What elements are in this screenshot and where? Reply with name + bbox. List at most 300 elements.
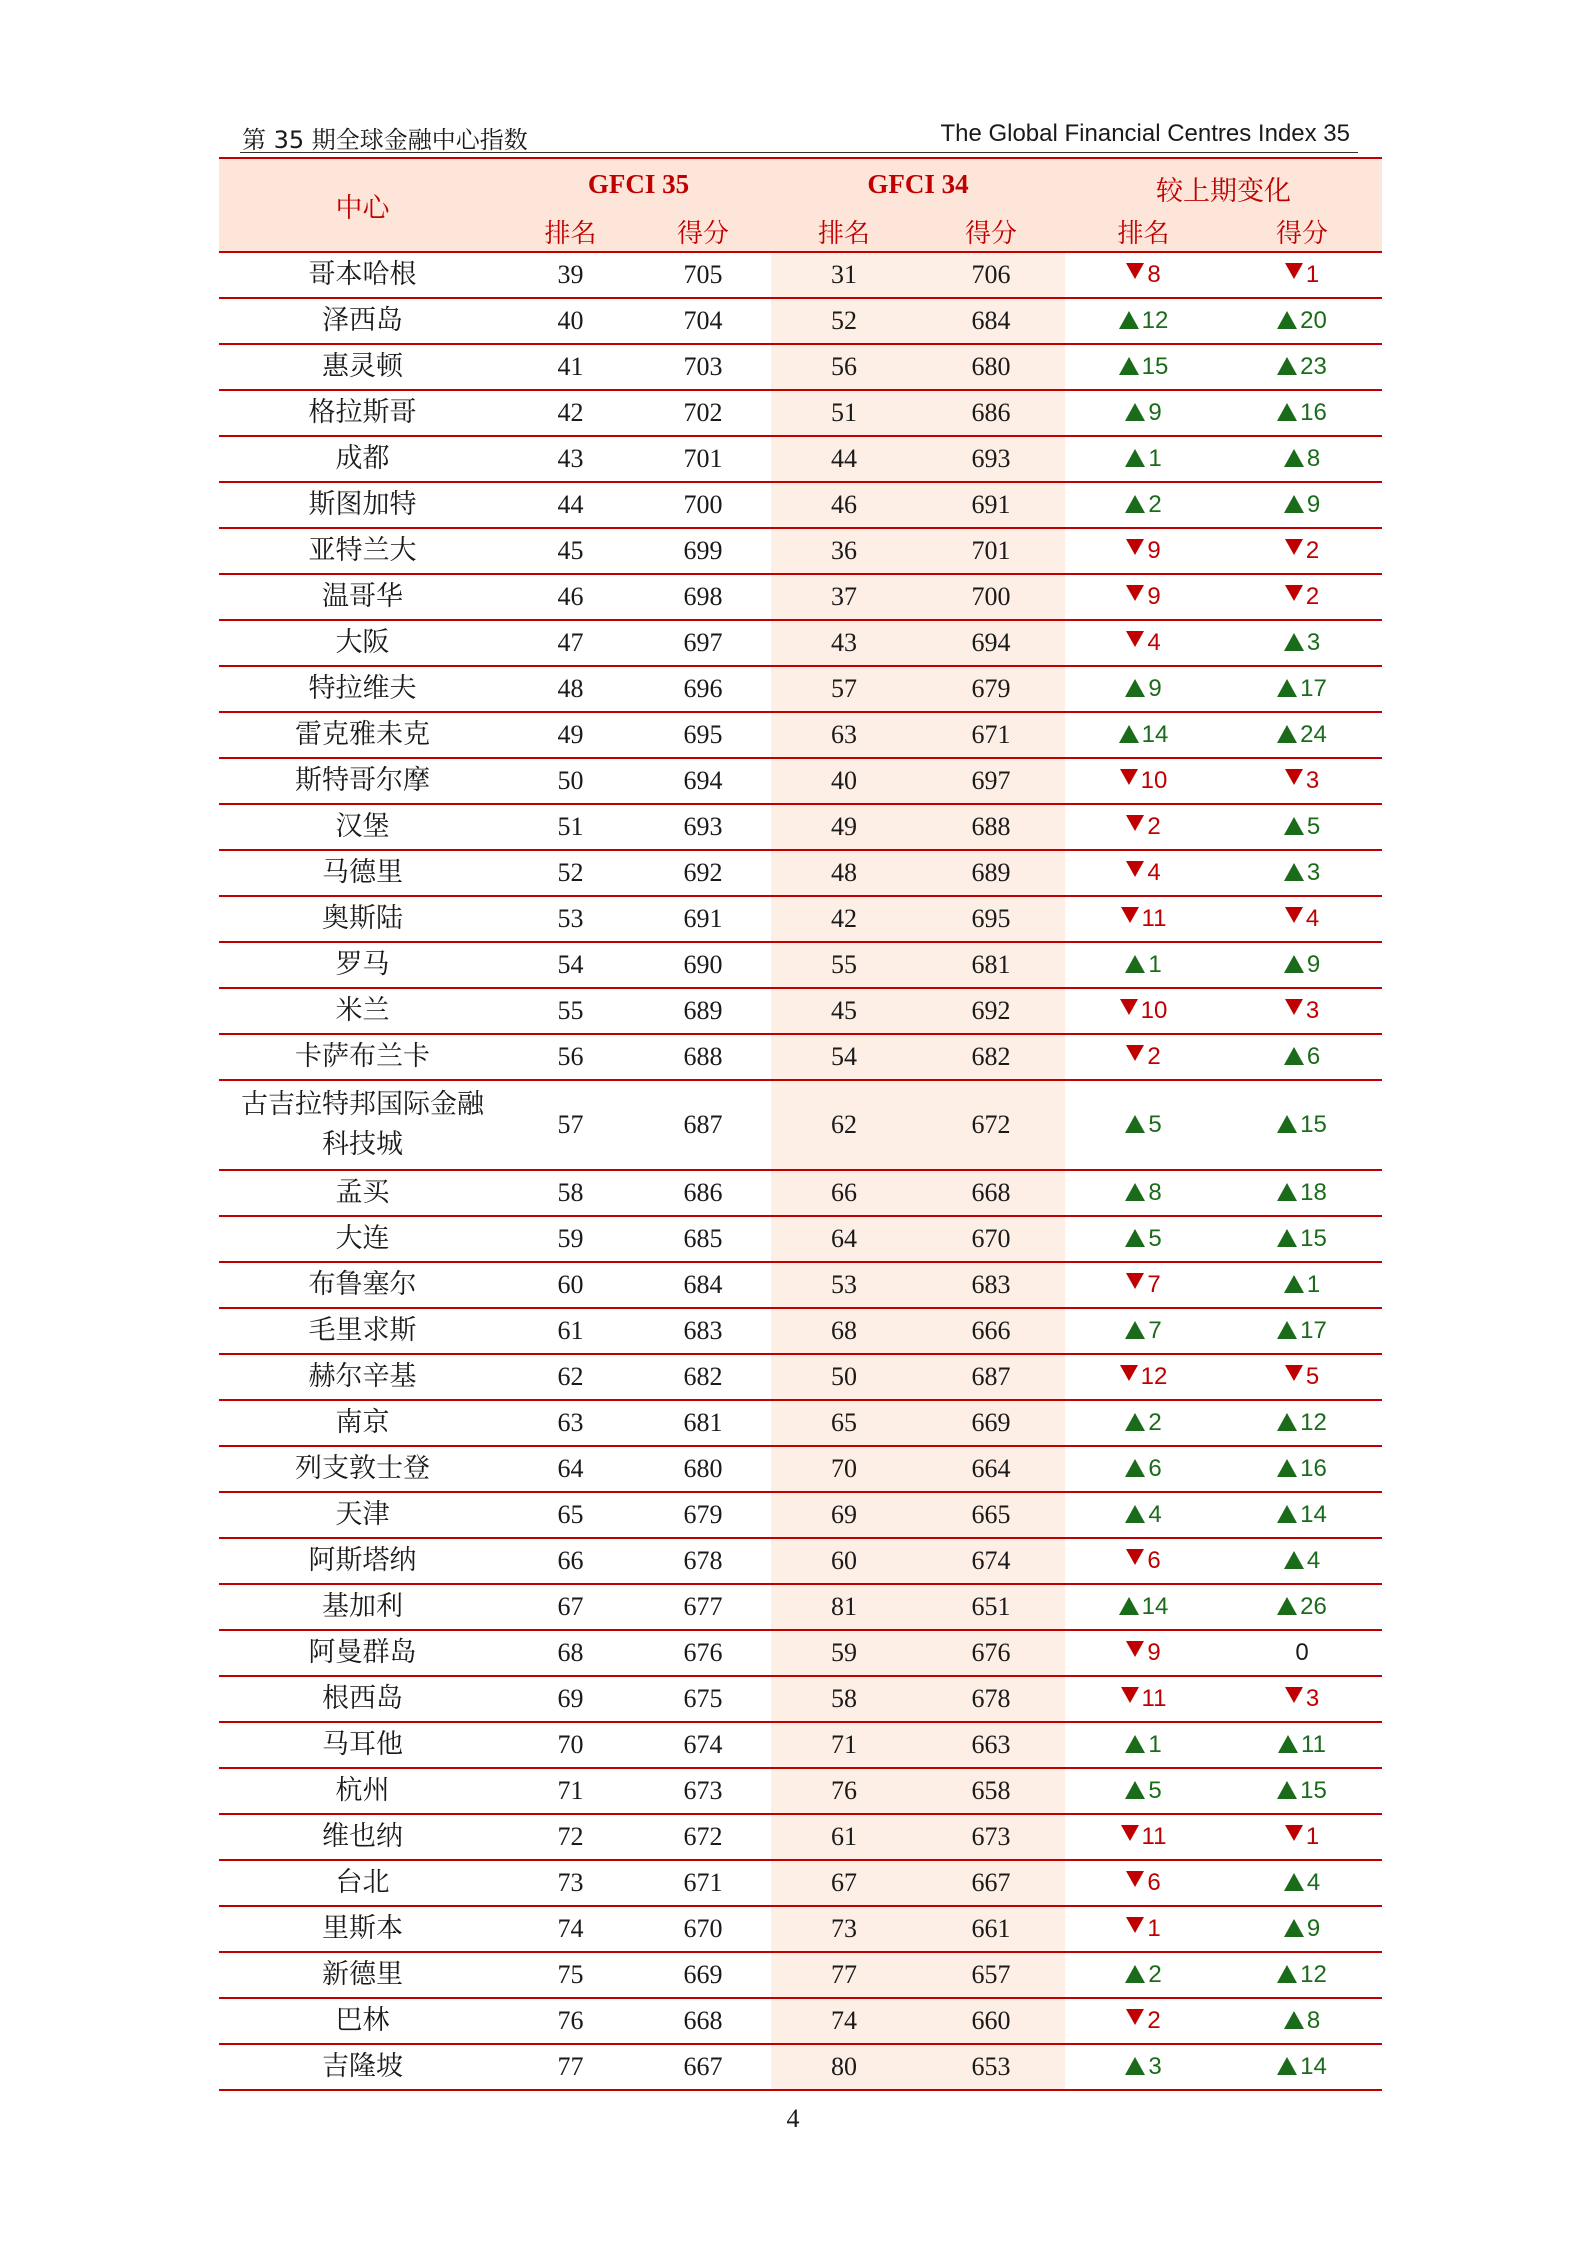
triangle-up-icon (1284, 449, 1304, 467)
triangle-up-icon (1284, 1275, 1304, 1293)
score-change (1222, 1171, 1382, 1215)
rank-34: 64 (771, 1217, 917, 1261)
score-35: 687 (683, 1110, 723, 1139)
table-row (219, 1035, 1382, 1081)
score-change-value: 9 (1306, 951, 1321, 978)
score-change (1222, 759, 1382, 803)
score-34: 692 (917, 989, 1065, 1033)
subheader-score-34: 得分 (964, 219, 1017, 249)
table-body (219, 253, 1382, 2091)
score-35: 674 (683, 1730, 723, 1759)
score-change (1222, 299, 1382, 343)
triangle-down-icon (1121, 1825, 1139, 1841)
center-name: 米兰 (335, 995, 390, 1026)
score-change-value: 14 (1300, 2053, 1327, 2080)
center-name: 特拉维夫 (308, 673, 417, 704)
triangle-up-icon (1125, 1183, 1145, 1201)
rank-34: 57 (771, 667, 917, 711)
center-name: 布鲁塞尔 (308, 1269, 417, 1300)
table-row (219, 437, 1382, 483)
rank-35: 68 (557, 1638, 584, 1667)
score-35: 673 (683, 1776, 723, 1805)
score-34: 679 (917, 667, 1065, 711)
rank-35: 56 (557, 1042, 584, 1071)
rank-change-value: 5 (1148, 1777, 1162, 1804)
rank-34: 48 (771, 851, 917, 895)
rank-change-value: 12 (1141, 307, 1169, 334)
center-name: 新德里 (322, 1959, 403, 1990)
triangle-down-icon (1285, 263, 1303, 279)
rank-change (1065, 529, 1222, 573)
triangle-down-icon (1285, 999, 1303, 1015)
score-34: 673 (917, 1815, 1065, 1859)
triangle-up-icon (1119, 357, 1139, 375)
rank-change (1065, 1999, 1222, 2043)
rank-change-value: 9 (1148, 399, 1162, 426)
triangle-down-icon (1126, 1273, 1144, 1289)
rank-change (1065, 1539, 1222, 1583)
score-34: 676 (917, 1631, 1065, 1675)
triangle-up-icon (1277, 311, 1297, 329)
triangle-up-icon (1125, 955, 1145, 973)
rank-35: 50 (557, 766, 584, 795)
score-35: 695 (683, 720, 723, 749)
center-name: 罗马 (335, 949, 390, 980)
score-35: 684 (683, 1270, 723, 1299)
score-35: 670 (683, 1914, 723, 1943)
rank-34: 46 (771, 483, 917, 527)
triangle-up-icon (1125, 1965, 1145, 1983)
triangle-down-icon (1126, 1641, 1144, 1657)
rank-35: 61 (557, 1316, 584, 1345)
triangle-up-icon (1119, 725, 1139, 743)
triangle-up-icon (1284, 863, 1304, 881)
subheader-rank-35: 排名 (544, 219, 597, 249)
triangle-down-icon (1126, 2009, 1144, 2025)
rank-change (1065, 1309, 1222, 1353)
rank-34: 44 (771, 437, 917, 481)
triangle-up-icon (1277, 1781, 1297, 1799)
rank-change (1065, 1035, 1222, 1079)
score-34: 680 (917, 345, 1065, 389)
rank-change-value: 4 (1147, 859, 1161, 886)
score-change-value: 5 (1306, 813, 1321, 840)
table-row (219, 1815, 1382, 1861)
center-name: 雷克雅未克 (295, 719, 430, 750)
table-row (219, 1631, 1382, 1677)
rank-34: 66 (771, 1171, 917, 1215)
subheader-score-35: 得分 (676, 219, 729, 249)
table-row (219, 1081, 1382, 1171)
score-35: 678 (683, 1546, 723, 1575)
rank-34: 70 (771, 1447, 917, 1491)
center-name: 毛里求斯 (308, 1315, 417, 1346)
triangle-up-icon (1277, 1321, 1297, 1339)
score-34: 683 (917, 1263, 1065, 1307)
subheader-rank-change: 排名 (1117, 219, 1170, 249)
center-name: 阿曼群岛 (308, 1637, 417, 1668)
score-34: 671 (917, 713, 1065, 757)
rank-35: 60 (557, 1270, 584, 1299)
rank-34: 65 (771, 1401, 917, 1445)
score-35: 704 (683, 306, 723, 335)
table-row (219, 897, 1382, 943)
table-row (219, 483, 1382, 529)
triangle-up-icon (1125, 495, 1145, 513)
score-change (1222, 529, 1382, 573)
rank-change (1065, 1815, 1222, 1859)
table-row (219, 943, 1382, 989)
score-change (1222, 1999, 1382, 2043)
rank-change (1065, 1631, 1222, 1675)
score-change-value: 24 (1300, 721, 1327, 748)
score-change-value: 17 (1300, 1317, 1327, 1344)
score-change-value: 18 (1300, 1179, 1327, 1206)
rank-change-value: 9 (1147, 583, 1161, 610)
score-35: 671 (683, 1868, 723, 1897)
score-change (1222, 805, 1382, 849)
rank-change (1065, 483, 1222, 527)
table-row (219, 1171, 1382, 1217)
score-change (1222, 1677, 1382, 1721)
header-right-title: The Global Financial Centres Index 35 (940, 120, 1350, 147)
table-row (219, 713, 1382, 759)
rank-34: 54 (771, 1035, 917, 1079)
score-35: 682 (683, 1362, 723, 1391)
score-34: 691 (917, 483, 1065, 527)
rank-change (1065, 1861, 1222, 1905)
score-change-value: 8 (1306, 445, 1321, 472)
rank-change (1065, 299, 1222, 343)
rank-35: 76 (557, 2006, 584, 2035)
score-change-value: 2 (1305, 583, 1320, 610)
rank-change (1065, 1723, 1222, 1767)
rank-34: 37 (771, 575, 917, 619)
rank-35: 43 (557, 444, 584, 473)
center-name: 巴林 (335, 2005, 390, 2036)
rank-change (1065, 1401, 1222, 1445)
score-34: 667 (917, 1861, 1065, 1905)
table-row (219, 2045, 1382, 2091)
score-change (1222, 575, 1382, 619)
table-row (219, 529, 1382, 575)
triangle-down-icon (1285, 1687, 1303, 1703)
center-name: 汉堡 (335, 811, 390, 842)
rank-34: 53 (771, 1263, 917, 1307)
triangle-down-icon (1126, 815, 1144, 831)
rank-change-value: 6 (1147, 1869, 1161, 1896)
score-change-value: 9 (1306, 491, 1321, 518)
center-name: 斯图加特 (308, 489, 417, 520)
subheader-score-change: 得分 (1275, 219, 1328, 249)
table-row (219, 253, 1382, 299)
rank-change-value: 2 (1147, 813, 1161, 840)
score-35: 700 (683, 490, 723, 519)
score-35: 680 (683, 1454, 723, 1483)
rank-change (1065, 1677, 1222, 1721)
rank-change-value: 6 (1147, 1547, 1161, 1574)
rank-35: 63 (557, 1408, 584, 1437)
rank-change (1065, 1769, 1222, 1813)
score-34: 663 (917, 1723, 1065, 1767)
rank-change-value: 2 (1147, 1043, 1161, 1070)
triangle-up-icon (1277, 1413, 1297, 1431)
score-change-value: 4 (1305, 905, 1320, 932)
rank-change-value: 4 (1148, 1501, 1162, 1528)
table-row (219, 1953, 1382, 1999)
score-34: 687 (917, 1355, 1065, 1399)
score-35: 689 (683, 996, 723, 1025)
center-name: 南京 (335, 1407, 390, 1438)
score-35: 698 (683, 582, 723, 611)
rank-change-value: 14 (1141, 721, 1169, 748)
center-name: 天津 (335, 1499, 390, 1530)
triangle-down-icon (1120, 999, 1138, 1015)
rank-change (1065, 1081, 1222, 1169)
triangle-up-icon (1277, 1115, 1297, 1133)
score-34: 670 (917, 1217, 1065, 1261)
rank-change (1065, 621, 1222, 665)
score-change-value: 3 (1305, 997, 1320, 1024)
rank-change (1065, 1585, 1222, 1629)
triangle-up-icon (1277, 1229, 1297, 1247)
score-change-value: 15 (1300, 1225, 1327, 1252)
score-change-value: 5 (1305, 1363, 1320, 1390)
score-34: 669 (917, 1401, 1065, 1445)
rank-35: 59 (557, 1224, 584, 1253)
score-change (1222, 1631, 1382, 1675)
rank-change-value: 8 (1147, 261, 1161, 288)
page-header (240, 114, 1358, 154)
triangle-up-icon (1284, 1873, 1304, 1891)
rank-35: 70 (557, 1730, 584, 1759)
triangle-down-icon (1126, 585, 1144, 601)
center-name: 卡萨布兰卡 (295, 1041, 430, 1072)
score-34: 686 (917, 391, 1065, 435)
score-change-value: 3 (1306, 629, 1321, 656)
score-change-value: 8 (1306, 2007, 1321, 2034)
rank-change (1065, 391, 1222, 435)
rank-34: 68 (771, 1309, 917, 1353)
score-change (1222, 1953, 1382, 1997)
score-change (1222, 1769, 1382, 1813)
rank-35: 44 (557, 490, 584, 519)
score-change (1222, 897, 1382, 941)
rank-change-value: 14 (1141, 1593, 1169, 1620)
rank-change (1065, 345, 1222, 389)
score-change-value: 15 (1300, 1777, 1327, 1804)
triangle-up-icon (1278, 1735, 1298, 1753)
rank-change (1065, 1171, 1222, 1215)
center-name: 基加利 (322, 1591, 403, 1622)
header-center: 中心 (335, 192, 390, 224)
rank-change-value: 2 (1148, 491, 1162, 518)
rank-35: 72 (557, 1822, 584, 1851)
score-35: 694 (683, 766, 723, 795)
triangle-up-icon (1125, 1781, 1145, 1799)
score-change (1222, 1907, 1382, 1951)
score-change-value: 16 (1300, 399, 1327, 426)
triangle-down-icon (1285, 539, 1303, 555)
triangle-down-icon (1121, 1687, 1139, 1703)
triangle-down-icon (1285, 769, 1303, 785)
triangle-up-icon (1277, 357, 1297, 375)
rank-35: 40 (557, 306, 584, 335)
rank-35: 49 (557, 720, 584, 749)
triangle-up-icon (1119, 1597, 1139, 1615)
rank-34: 43 (771, 621, 917, 665)
score-change-value: 14 (1300, 1501, 1327, 1528)
rank-34: 69 (771, 1493, 917, 1537)
triangle-up-icon (1284, 955, 1304, 973)
table-row (219, 621, 1382, 667)
triangle-down-icon (1126, 539, 1144, 555)
triangle-down-icon (1285, 1365, 1303, 1381)
rank-change-value: 2 (1148, 1961, 1162, 1988)
score-35: 696 (683, 674, 723, 703)
triangle-up-icon (1277, 1505, 1297, 1523)
rank-change-value: 12 (1140, 1363, 1168, 1390)
triangle-up-icon (1119, 311, 1139, 329)
gfci-ranking-table (219, 157, 1382, 2091)
header-gfci34: GFCI 34 (867, 169, 969, 199)
rank-35: 57 (557, 1110, 584, 1139)
rank-34: 51 (771, 391, 917, 435)
rank-change-value: 1 (1148, 1731, 1162, 1758)
rank-34: 73 (771, 1907, 917, 1951)
score-change-value: 15 (1300, 1111, 1327, 1138)
rank-35: 51 (557, 812, 584, 841)
triangle-up-icon (1284, 2011, 1304, 2029)
table-row (219, 1723, 1382, 1769)
score-change-value: 23 (1300, 353, 1327, 380)
score-change (1222, 1723, 1382, 1767)
triangle-down-icon (1121, 907, 1139, 923)
center-name: 斯特哥尔摩 (295, 765, 430, 796)
score-change (1222, 667, 1382, 711)
table-row (219, 1309, 1382, 1355)
score-35: 675 (683, 1684, 723, 1713)
table-row (219, 805, 1382, 851)
center-name: 阿斯塔纳 (308, 1545, 417, 1576)
score-change-value: 3 (1305, 1685, 1320, 1712)
rank-change-value: 6 (1148, 1455, 1162, 1482)
rank-34: 56 (771, 345, 917, 389)
score-35: 690 (683, 950, 723, 979)
table-row (219, 1677, 1382, 1723)
score-change-value: 1 (1305, 1823, 1320, 1850)
rank-change-value: 9 (1147, 537, 1161, 564)
rank-change (1065, 437, 1222, 481)
center-name: 根西岛 (322, 1683, 403, 1714)
score-34: 660 (917, 1999, 1065, 2043)
score-change (1222, 1081, 1382, 1169)
triangle-down-icon (1126, 263, 1144, 279)
score-34: 678 (917, 1677, 1065, 1721)
rank-35: 41 (557, 352, 584, 381)
rank-35: 53 (557, 904, 584, 933)
table-row (219, 1999, 1382, 2045)
triangle-up-icon (1125, 403, 1145, 421)
rank-34: 59 (771, 1631, 917, 1675)
score-change (1222, 437, 1382, 481)
rank-34: 49 (771, 805, 917, 849)
triangle-up-icon (1125, 1459, 1145, 1477)
triangle-up-icon (1277, 725, 1297, 743)
triangle-down-icon (1126, 1917, 1144, 1933)
rank-change-value: 2 (1147, 2007, 1161, 2034)
triangle-up-icon (1125, 1505, 1145, 1523)
triangle-up-icon (1277, 1183, 1297, 1201)
triangle-down-icon (1126, 861, 1144, 877)
score-change-value: 26 (1300, 1593, 1327, 1620)
triangle-up-icon (1125, 1321, 1145, 1339)
rank-34: 80 (771, 2045, 917, 2089)
rank-35: 42 (557, 398, 584, 427)
center-name: 列支敦士登 (295, 1453, 430, 1484)
triangle-down-icon (1126, 1549, 1144, 1565)
rank-35: 58 (557, 1178, 584, 1207)
score-34: 693 (917, 437, 1065, 481)
score-change-value: 12 (1300, 1409, 1327, 1436)
score-change-value: 0 (1295, 1639, 1309, 1666)
rank-34: 58 (771, 1677, 917, 1721)
triangle-down-icon (1120, 1365, 1138, 1381)
triangle-down-icon (1285, 1825, 1303, 1841)
score-34: 672 (917, 1081, 1065, 1169)
center-name: 杭州 (335, 1775, 390, 1806)
rank-35: 71 (557, 1776, 584, 1805)
score-change (1222, 989, 1382, 1033)
rank-35: 65 (557, 1500, 584, 1529)
subheader-rank-34: 排名 (817, 219, 870, 249)
center-name: 亚特兰大 (308, 535, 417, 566)
rank-change-value: 4 (1147, 629, 1161, 656)
center-name: 大阪 (335, 627, 390, 658)
score-35: 679 (683, 1500, 723, 1529)
rank-change (1065, 1493, 1222, 1537)
rank-change (1065, 1907, 1222, 1951)
rank-change-value: 11 (1141, 1823, 1167, 1850)
rank-35: 74 (557, 1914, 584, 1943)
score-change-value: 1 (1306, 1271, 1321, 1298)
score-35: 683 (683, 1316, 723, 1345)
center-name: 赫尔辛基 (308, 1361, 417, 1392)
table-row (219, 391, 1382, 437)
center-name: 里斯本 (322, 1913, 403, 1944)
rank-34: 77 (771, 1953, 917, 1997)
score-34: 697 (917, 759, 1065, 803)
triangle-up-icon (1125, 1115, 1145, 1133)
rank-change (1065, 1217, 1222, 1261)
score-34: 658 (917, 1769, 1065, 1813)
score-35: 672 (683, 1822, 723, 1851)
score-change (1222, 1861, 1382, 1905)
rank-35: 55 (557, 996, 584, 1025)
score-change (1222, 851, 1382, 895)
triangle-up-icon (1284, 1047, 1304, 1065)
score-change-value: 4 (1306, 1547, 1321, 1574)
table-row (219, 575, 1382, 621)
header-rule (240, 152, 1358, 153)
score-34: 701 (917, 529, 1065, 573)
center-name: 孟买 (335, 1177, 390, 1208)
rank-change (1065, 2045, 1222, 2089)
score-change (1222, 1401, 1382, 1445)
triangle-up-icon (1125, 449, 1145, 467)
score-34: 682 (917, 1035, 1065, 1079)
triangle-up-icon (1277, 1459, 1297, 1477)
